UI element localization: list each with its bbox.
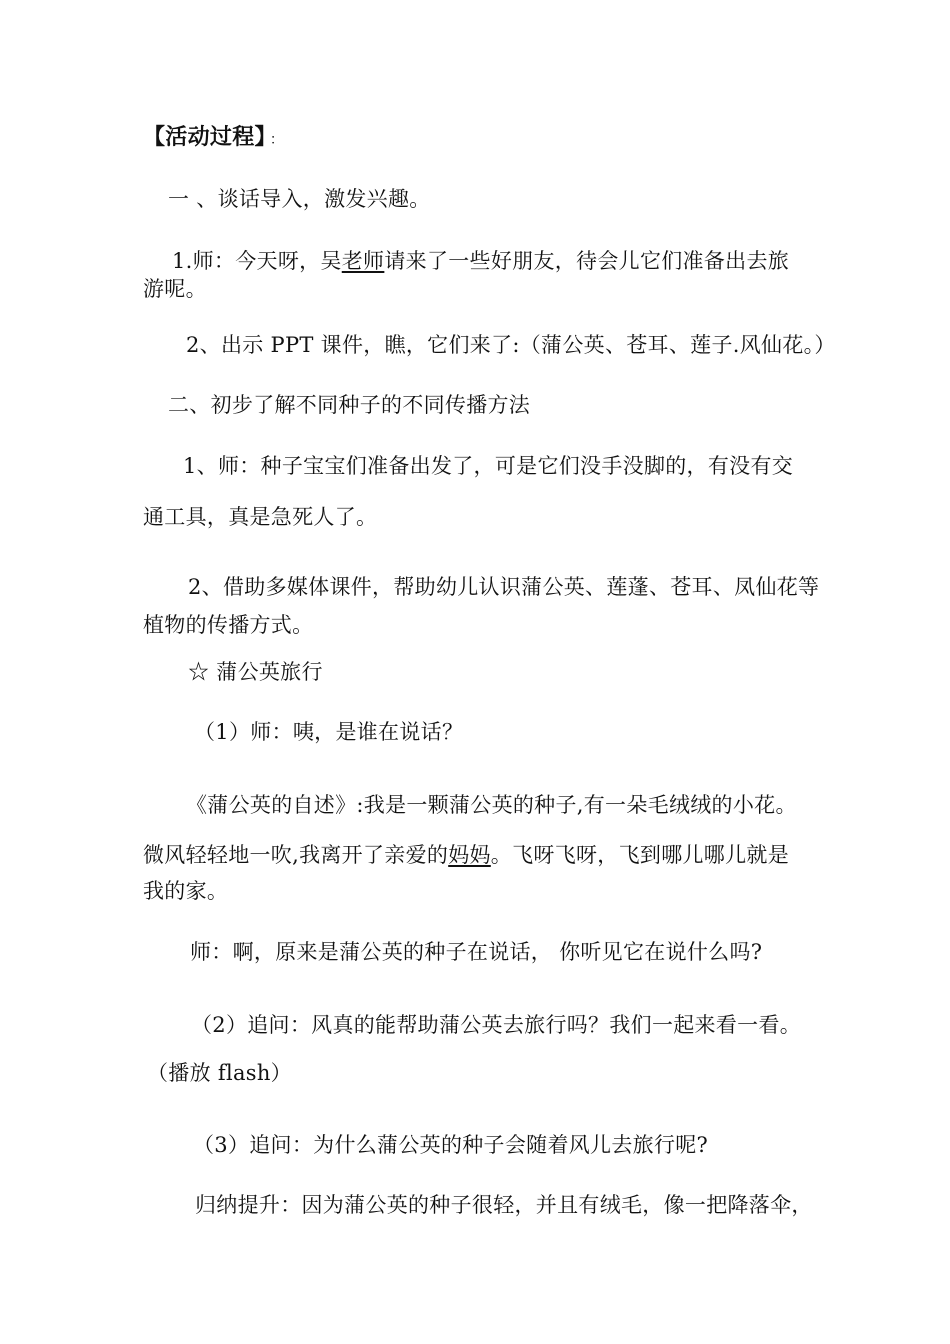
question-3: （3）追问：为什么蒲公英的种子会随着风儿去旅行呢? (193, 1133, 709, 1157)
question-2-line-2: （播放 flash） (147, 1061, 292, 1085)
teacher-reply: 师：啊，原来是蒲公英的种子在说话， 你听见它在说什么吗? (190, 940, 763, 964)
paragraph-3-line-1: 1、师：种子宝宝们准备出发了，可是它们没手没脚的，有没有交 (183, 454, 794, 478)
teacher-link[interactable]: 老师 (341, 249, 385, 273)
p1-text-b: 请来了一些好朋友，待会儿它们准备出去旅 (384, 249, 790, 273)
mother-link[interactable]: 妈妈 (448, 843, 491, 867)
story-line-3: 我的家。 (143, 879, 229, 903)
question-2-line-1: （2）追问：风真的能帮助蒲公英去旅行吗？我们一起来看一看。 (191, 1013, 802, 1037)
paragraph-1-line-2: 游呢。 (143, 277, 207, 301)
paragraph-4-line-1: 2、借助多媒体课件，帮助幼儿认识蒲公英、莲蓬、苍耳、凤仙花等 (188, 575, 820, 599)
story-line-1: 《蒲公英的自述》:我是一颗蒲公英的种子,有一朵毛绒绒的小花。 (186, 793, 797, 817)
paragraph-3-line-2: 通工具，真是急死人了。 (143, 505, 378, 529)
p1-text-a: 1.师：今天呀，吴 (172, 249, 342, 273)
subsection-dandelion: ☆ 蒲公英旅行 (188, 660, 323, 684)
section-1-title: 一 、谈话导入，激发兴趣。 (168, 187, 431, 211)
summary-line: 归纳提升：因为蒲公英的种子很轻，并且有绒毛，像一把降落伞， (195, 1193, 813, 1217)
paragraph-2: 2、出示 PPT 课件，瞧，它们来了:（蒲公英、苍耳、莲子.风仙花。） (186, 333, 836, 357)
story-line-2 (143, 843, 789, 867)
section-2-title: 二、初步了解不同种子的不同传播方法 (168, 393, 531, 417)
paragraph-1-line-1 (172, 249, 789, 273)
heading-colon: ： (269, 132, 285, 148)
heading-text: 【活动过程】 (143, 124, 266, 150)
question-1: （1）师：咦，是谁在说话？ (194, 720, 464, 744)
paragraph-4-line-2: 植物的传播方式。 (143, 613, 314, 637)
section-heading (143, 125, 284, 152)
story-text-b2: 。飞呀飞呀，飞到哪儿哪儿就是 (490, 843, 789, 867)
story-text-b1: 微风轻轻地一吹,我离开了亲爱的 (143, 843, 449, 867)
